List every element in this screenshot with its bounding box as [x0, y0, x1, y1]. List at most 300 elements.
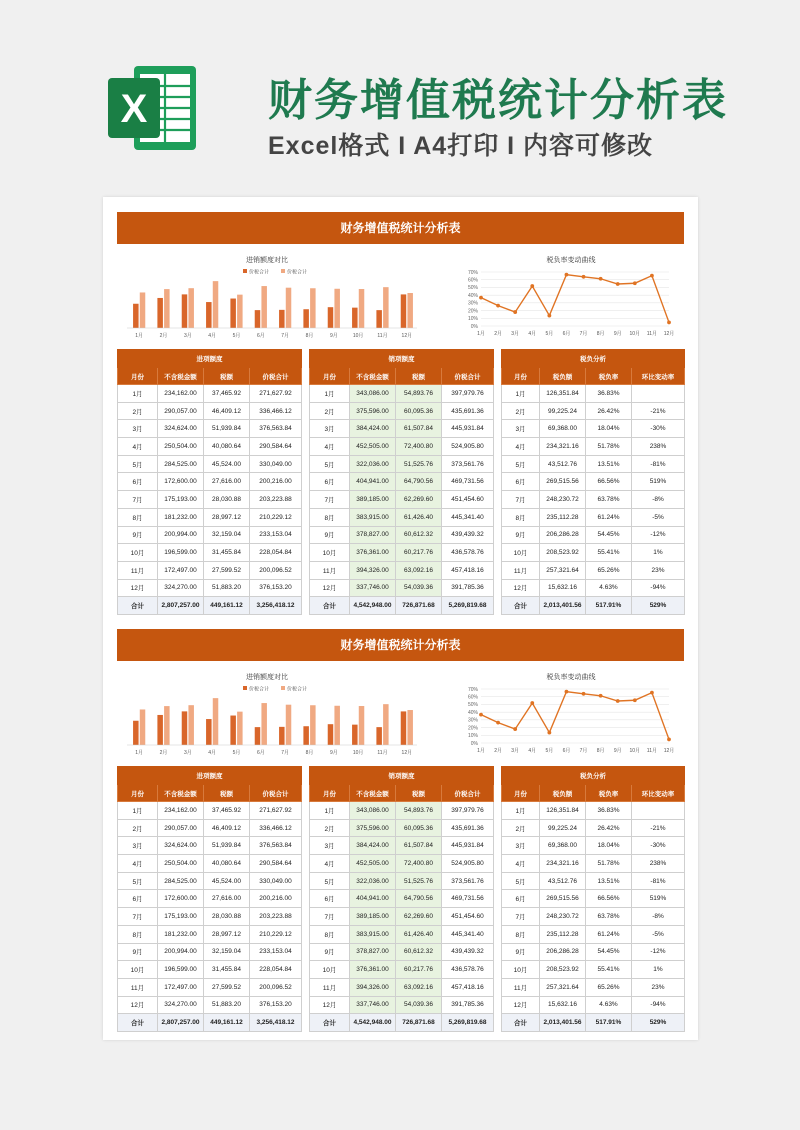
bar	[164, 289, 170, 328]
value-cell: -30%	[632, 837, 685, 855]
table-row	[310, 908, 494, 926]
tax-rate-line	[481, 275, 669, 323]
data-point	[565, 273, 569, 277]
x-tick-label: 11月	[646, 748, 658, 754]
sales-table	[309, 349, 494, 615]
value-cell: 27,616.00	[204, 890, 250, 908]
value-cell: 196,599.00	[158, 961, 204, 979]
total-cell: 4,542,948.00	[350, 1014, 396, 1032]
table-row	[118, 420, 302, 438]
value-cell: 1%	[632, 961, 685, 979]
value-cell	[632, 802, 685, 820]
x-tick-label: 4月	[528, 331, 537, 337]
month-cell: 8月	[310, 508, 350, 526]
bar	[140, 709, 146, 745]
bar-chart-title: 进销额度对比	[246, 674, 288, 681]
y-tick-label: 10%	[467, 316, 478, 323]
table-row	[310, 943, 494, 961]
value-cell: 43,512.76	[540, 455, 586, 473]
table-row	[310, 473, 494, 491]
month-cell: 5月	[502, 872, 540, 890]
line-chart	[457, 246, 684, 350]
value-cell: 13.51%	[586, 455, 632, 473]
value-cell: -94%	[632, 996, 685, 1014]
month-cell: 10月	[118, 544, 158, 562]
month-cell: 9月	[502, 526, 540, 544]
data-point	[582, 692, 586, 696]
table-row	[118, 402, 302, 420]
y-tick-label: 10%	[467, 733, 478, 740]
logo-letter: X	[120, 87, 148, 131]
value-cell: 200,096.52	[250, 978, 302, 996]
value-cell: 228,054.84	[250, 544, 302, 562]
y-tick-label: 70%	[467, 269, 478, 276]
value-cell: 248,230.72	[540, 491, 586, 509]
value-cell: -81%	[632, 455, 685, 473]
value-cell: 322,036.00	[350, 455, 396, 473]
table-row	[502, 908, 685, 926]
bar	[213, 281, 219, 328]
value-cell: 61,426.40	[396, 925, 442, 943]
data-point	[547, 731, 551, 735]
total-label: 合计	[118, 597, 158, 615]
value-cell: 373,561.76	[442, 872, 494, 890]
column-header: 月份	[310, 368, 350, 385]
table-row	[310, 544, 494, 562]
value-cell: 378,827.00	[350, 943, 396, 961]
value-cell: 330,049.00	[250, 455, 302, 473]
value-cell: 23%	[632, 978, 685, 996]
x-tick-label: 9月	[613, 331, 622, 337]
table-row	[502, 996, 685, 1014]
total-cell: 3,256,418.12	[250, 1014, 302, 1032]
total-cell: 4,542,948.00	[350, 597, 396, 615]
value-cell: 234,162.00	[158, 802, 204, 820]
bar	[206, 302, 212, 328]
value-cell: 63.78%	[586, 491, 632, 509]
value-cell: 445,341.40	[442, 925, 494, 943]
excel-logo-icon	[104, 60, 200, 156]
month-cell: 6月	[310, 473, 350, 491]
x-tick-label: 8月	[596, 748, 605, 754]
value-cell: 257,321.64	[540, 561, 586, 579]
value-cell: 51.78%	[586, 438, 632, 456]
value-cell: 200,994.00	[158, 526, 204, 544]
hero-title: 财务增值税统计分析表	[268, 76, 728, 125]
value-cell: 384,424.00	[350, 837, 396, 855]
table-row	[118, 385, 302, 403]
x-tick-label: 6月	[562, 331, 571, 337]
value-cell: 26.42%	[586, 402, 632, 420]
total-cell: 2,013,401.56	[540, 597, 586, 615]
y-tick-label: 30%	[467, 717, 478, 724]
total-cell: 5,269,819.68	[442, 597, 494, 615]
month-cell: 2月	[310, 819, 350, 837]
value-cell: 206,286.28	[540, 943, 586, 961]
column-header: 不含税金额	[158, 368, 204, 385]
table-row	[118, 943, 302, 961]
bar	[376, 727, 382, 745]
table-row	[502, 455, 685, 473]
data-point	[599, 277, 603, 281]
month-cell: 12月	[118, 579, 158, 597]
value-cell: 60,095.36	[396, 819, 442, 837]
total-cell: 2,807,257.00	[158, 597, 204, 615]
value-cell: -81%	[632, 872, 685, 890]
y-tick-label: 50%	[467, 285, 478, 292]
legend-swatch	[281, 269, 285, 273]
table-row	[502, 473, 685, 491]
table-row	[310, 996, 494, 1014]
bar	[230, 716, 236, 745]
value-cell: 172,600.00	[158, 890, 204, 908]
value-cell: 384,424.00	[350, 420, 396, 438]
value-cell: 383,915.00	[350, 508, 396, 526]
month-cell: 8月	[502, 508, 540, 526]
total-label: 合计	[310, 597, 350, 615]
bar	[206, 719, 212, 745]
value-cell: 233,153.04	[250, 943, 302, 961]
value-cell: 181,232.00	[158, 508, 204, 526]
month-cell: 10月	[502, 544, 540, 562]
value-cell: 336,466.12	[250, 819, 302, 837]
value-cell: 18.04%	[586, 420, 632, 438]
value-cell: 51,939.84	[204, 837, 250, 855]
total-cell: 529%	[632, 1014, 685, 1032]
month-cell: 3月	[118, 420, 158, 438]
month-cell: 3月	[310, 837, 350, 855]
y-tick-label: 0%	[470, 323, 478, 330]
table-row	[310, 561, 494, 579]
column-header: 不含税金额	[350, 785, 396, 802]
table-row	[310, 385, 494, 403]
table-row	[310, 420, 494, 438]
value-cell: 203,223.88	[250, 491, 302, 509]
value-cell: 28,030.88	[204, 908, 250, 926]
month-cell: 7月	[118, 491, 158, 509]
y-tick-label: 70%	[467, 686, 478, 693]
month-cell: 10月	[310, 961, 350, 979]
bar	[140, 292, 146, 328]
value-cell: 69,368.00	[540, 837, 586, 855]
month-cell: 7月	[310, 491, 350, 509]
value-cell: 235,112.28	[540, 508, 586, 526]
purchase-table	[117, 349, 302, 615]
section-title: 销项额度	[310, 350, 494, 368]
legend-swatch	[243, 269, 247, 273]
value-cell: -5%	[632, 925, 685, 943]
value-cell: 23%	[632, 561, 685, 579]
table-row	[118, 508, 302, 526]
table-row	[310, 925, 494, 943]
table-row	[502, 508, 685, 526]
table-row	[310, 508, 494, 526]
table-row	[502, 961, 685, 979]
value-cell: 36.83%	[586, 385, 632, 403]
value-cell: 324,270.00	[158, 996, 204, 1014]
value-cell: 60,095.36	[396, 402, 442, 420]
month-cell: 6月	[310, 890, 350, 908]
month-cell: 8月	[118, 925, 158, 943]
value-cell: 524,905.80	[442, 855, 494, 873]
value-cell: 206,286.28	[540, 526, 586, 544]
value-cell: 60,217.76	[396, 961, 442, 979]
data-point	[616, 282, 620, 286]
value-cell: 343,086.00	[350, 385, 396, 403]
section-title: 进项额度	[118, 350, 302, 368]
value-cell: -21%	[632, 402, 685, 420]
table-row	[118, 890, 302, 908]
value-cell: 290,057.00	[158, 819, 204, 837]
table-row	[502, 819, 685, 837]
bar	[328, 307, 334, 328]
x-tick-label: 12月	[401, 333, 413, 339]
value-cell: 397,979.76	[442, 385, 494, 403]
value-cell: 27,616.00	[204, 473, 250, 491]
value-cell: 51,883.20	[204, 579, 250, 597]
table-row	[118, 473, 302, 491]
x-tick-label: 5月	[232, 750, 241, 756]
value-cell: 60,612.32	[396, 943, 442, 961]
month-cell: 9月	[118, 943, 158, 961]
data-point	[479, 713, 483, 717]
value-cell: 210,229.12	[250, 508, 302, 526]
value-cell: 397,979.76	[442, 802, 494, 820]
bar	[310, 288, 316, 328]
total-label: 合计	[118, 1014, 158, 1032]
value-cell: 54.45%	[586, 943, 632, 961]
value-cell: 290,584.64	[250, 438, 302, 456]
table-row	[502, 872, 685, 890]
value-cell: 269,515.56	[540, 473, 586, 491]
x-tick-label: 8月	[596, 331, 605, 337]
x-tick-label: 5月	[545, 331, 554, 337]
value-cell: 27,599.52	[204, 978, 250, 996]
value-cell: 337,746.00	[350, 996, 396, 1014]
value-cell: 376,153.20	[250, 996, 302, 1014]
total-cell: 2,807,257.00	[158, 1014, 204, 1032]
value-cell: 181,232.00	[158, 925, 204, 943]
month-cell: 3月	[118, 837, 158, 855]
report-block	[117, 212, 684, 612]
month-cell: 5月	[310, 872, 350, 890]
month-cell: 9月	[310, 526, 350, 544]
table-row	[502, 890, 685, 908]
x-tick-label: 1月	[135, 750, 144, 756]
column-header: 价税合计	[442, 785, 494, 802]
value-cell: 37,465.92	[204, 802, 250, 820]
value-cell: 250,504.00	[158, 438, 204, 456]
month-cell: 11月	[118, 978, 158, 996]
bar	[328, 724, 334, 745]
value-cell: 36.83%	[586, 802, 632, 820]
month-cell: 10月	[502, 961, 540, 979]
table-row	[502, 544, 685, 562]
value-cell: 451,454.60	[442, 908, 494, 926]
value-cell: 200,216.00	[250, 890, 302, 908]
x-tick-label: 12月	[663, 748, 675, 754]
table-row	[310, 961, 494, 979]
x-tick-label: 2月	[494, 331, 502, 337]
value-cell: 54,893.76	[396, 802, 442, 820]
total-row	[502, 1014, 685, 1032]
value-cell: 383,915.00	[350, 925, 396, 943]
month-cell: 11月	[502, 978, 540, 996]
value-cell: 31,455.84	[204, 961, 250, 979]
x-tick-label: 1月	[477, 748, 485, 754]
table-row	[310, 802, 494, 820]
bar-chart-title: 进销额度对比	[246, 257, 288, 264]
value-cell: -94%	[632, 579, 685, 597]
x-tick-label: 4月	[208, 333, 217, 339]
month-cell: 6月	[118, 473, 158, 491]
value-cell: 469,731.56	[442, 890, 494, 908]
table-row	[310, 526, 494, 544]
x-tick-label: 10月	[352, 333, 364, 339]
value-cell: 389,185.00	[350, 908, 396, 926]
value-cell: 439,439.32	[442, 526, 494, 544]
x-tick-label: 6月	[256, 333, 265, 339]
month-cell: 3月	[502, 420, 540, 438]
x-tick-label: 1月	[477, 331, 485, 337]
value-cell: 404,941.00	[350, 473, 396, 491]
value-cell: 233,153.04	[250, 526, 302, 544]
month-cell: 5月	[502, 455, 540, 473]
section-title: 进项额度	[118, 767, 302, 785]
month-cell: 1月	[118, 385, 158, 403]
legend-swatch	[243, 686, 247, 690]
value-cell: -8%	[632, 908, 685, 926]
bar	[261, 703, 267, 745]
x-tick-label: 1月	[135, 333, 144, 339]
bar	[303, 726, 309, 745]
total-row	[502, 597, 685, 615]
total-label: 合计	[502, 1014, 540, 1032]
month-cell: 8月	[118, 508, 158, 526]
bar	[188, 705, 194, 745]
month-cell: 4月	[118, 855, 158, 873]
bar	[279, 727, 285, 745]
value-cell: 64,790.56	[396, 473, 442, 491]
month-cell: 3月	[310, 420, 350, 438]
total-cell: 5,269,819.68	[442, 1014, 494, 1032]
y-tick-label: 40%	[467, 292, 478, 299]
table-row	[502, 943, 685, 961]
table-row	[310, 837, 494, 855]
month-cell: 11月	[502, 561, 540, 579]
value-cell: 376,563.84	[250, 837, 302, 855]
data-point	[616, 699, 620, 703]
value-cell: 343,086.00	[350, 802, 396, 820]
value-cell: -5%	[632, 508, 685, 526]
x-tick-label: 2月	[494, 748, 502, 754]
bar	[407, 293, 413, 328]
column-header: 环比变动率	[632, 785, 685, 802]
x-tick-label: 11月	[377, 750, 388, 756]
value-cell: 235,112.28	[540, 925, 586, 943]
value-cell: 37,465.92	[204, 385, 250, 403]
value-cell: 290,057.00	[158, 402, 204, 420]
value-cell: 51,525.76	[396, 872, 442, 890]
hero-banner	[0, 0, 800, 200]
value-cell: 51,939.84	[204, 420, 250, 438]
value-cell: 248,230.72	[540, 908, 586, 926]
total-cell: 529%	[632, 597, 685, 615]
value-cell: 99,225.24	[540, 819, 586, 837]
bar	[407, 710, 413, 745]
month-cell: 6月	[118, 890, 158, 908]
value-cell: 13.51%	[586, 872, 632, 890]
bar	[133, 304, 139, 328]
line-chart	[457, 663, 684, 767]
month-cell: 4月	[310, 855, 350, 873]
table-row	[118, 978, 302, 996]
value-cell: 452,505.00	[350, 855, 396, 873]
table-row	[118, 837, 302, 855]
value-cell	[632, 385, 685, 403]
table-row	[502, 402, 685, 420]
month-cell: 3月	[502, 837, 540, 855]
data-point	[547, 314, 551, 318]
value-cell: 32,159.04	[204, 943, 250, 961]
table-row	[502, 438, 685, 456]
value-cell: 196,599.00	[158, 544, 204, 562]
month-cell: 5月	[118, 872, 158, 890]
value-cell: 46,409.12	[204, 402, 250, 420]
value-cell: 404,941.00	[350, 890, 396, 908]
value-cell: 72,400.80	[396, 438, 442, 456]
value-cell: 519%	[632, 473, 685, 491]
column-header: 不含税金额	[158, 785, 204, 802]
value-cell: 126,351.84	[540, 385, 586, 403]
table-row	[310, 978, 494, 996]
value-cell: 391,785.36	[442, 996, 494, 1014]
x-tick-label: 9月	[329, 750, 338, 756]
value-cell: 336,466.12	[250, 402, 302, 420]
x-tick-label: 7月	[579, 748, 588, 754]
value-cell: 32,159.04	[204, 526, 250, 544]
value-cell: 203,223.88	[250, 908, 302, 926]
value-cell: 69,368.00	[540, 420, 586, 438]
x-tick-label: 9月	[329, 333, 338, 339]
value-cell: 238%	[632, 438, 685, 456]
table-row	[118, 855, 302, 873]
bar	[383, 287, 389, 328]
value-cell: 126,351.84	[540, 802, 586, 820]
value-cell: 200,216.00	[250, 473, 302, 491]
value-cell: 208,523.92	[540, 961, 586, 979]
table-row	[118, 961, 302, 979]
month-cell: 12月	[310, 579, 350, 597]
value-cell: 210,229.12	[250, 925, 302, 943]
table-row	[118, 491, 302, 509]
data-point	[599, 694, 603, 698]
month-cell: 12月	[502, 996, 540, 1014]
value-cell: 172,600.00	[158, 473, 204, 491]
month-cell: 1月	[502, 802, 540, 820]
table-row	[310, 890, 494, 908]
value-cell: 439,439.32	[442, 943, 494, 961]
data-point	[582, 275, 586, 279]
x-tick-label: 8月	[305, 750, 314, 756]
bar	[182, 294, 188, 328]
month-cell: 5月	[310, 455, 350, 473]
data-point	[479, 296, 483, 300]
value-cell: 175,193.00	[158, 491, 204, 509]
month-cell: 7月	[310, 908, 350, 926]
value-cell: 234,321.16	[540, 438, 586, 456]
bar	[182, 711, 188, 745]
